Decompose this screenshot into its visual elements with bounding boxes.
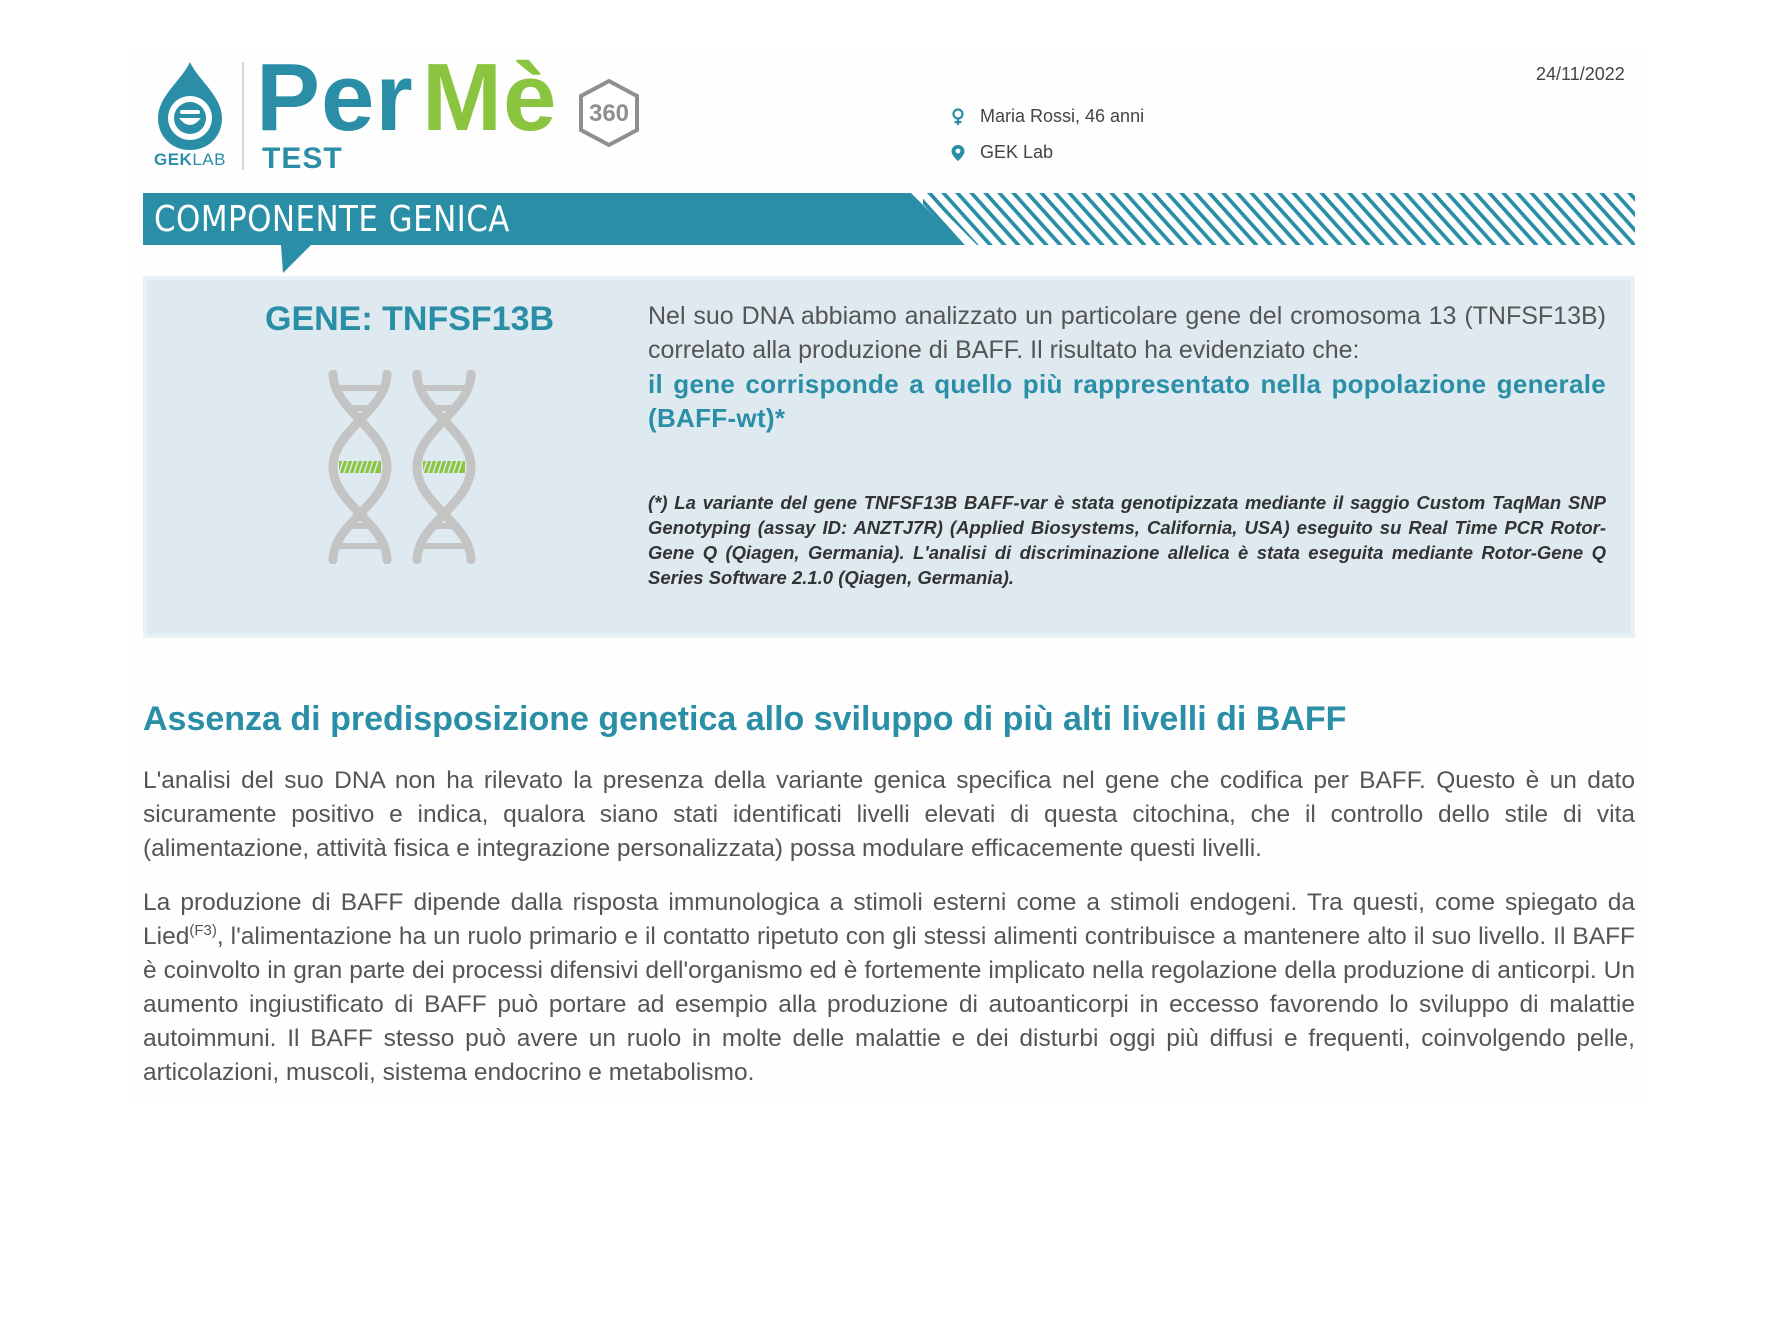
paragraph-2-part-2: , l'alimentazione ha un ruolo primario e il contatto ripetuto con gli stessi alimenti contribuisce a mantenere alto il suo livello. Il BAFF è coinvolto in gran parte dei processi difensivi dell'organismo ed è fortemente implicato nella regolazione della produzione di anticorpi. Un aumento ingiustificato di BAFF può portare ad esempio alla produzione di autoanticorpi in eccesso favorendo lo sviluppo di malattie autoimmuni. Il BAFF stesso può avere un ruolo in molte delle malattie e dei disturbi oggi più diffusi e frequenti, coinvolgendo pelle, articolazioni, muscoli, sistema endocrino e metabolismo.	[143, 923, 1635, 1086]
gene-result: il gene corrisponde a quello più rappresentato nella popolazione generale (BAFF-wt)*	[648, 369, 1606, 433]
location-info	[950, 142, 1053, 163]
brand-me: Mè	[422, 44, 558, 151]
dna-icon	[325, 370, 485, 564]
paragraph-2-part-1: La produzione di BAFF dipende dalla risposta immunologica a stimoli esterni come a stimoli endogeni. Tra questi, come spiegato da Lied	[143, 889, 1635, 950]
paragraph-2	[143, 886, 1635, 1090]
location-name: GEK Lab	[980, 142, 1054, 162]
logo-divider	[242, 62, 244, 170]
badge-360	[576, 78, 642, 148]
gene-title: GENE: TNFSF13B	[265, 300, 555, 338]
badge-360-text: 360	[588, 100, 630, 127]
gene-footnote: (*) La variante del gene TNFSF13B BAFF-var è stata genotipizzata mediante il saggio Custom TaqMan SNP Genotyping (assay ID: ANZTJ7R) (Applied Biosystems, California, USA) eseguito su Real Time PCR Rotor-Gene Q (Qiagen, Germania). L'analisi di discriminazione allelica è stata eseguita mediante Rotor-Gene Q Series Software 2.1.0 (Qiagen, Germania).	[648, 492, 1606, 588]
patient-info	[950, 106, 1144, 127]
brand-test: TEST	[262, 142, 343, 175]
paragraph-1: L'analisi del suo DNA non ha rilevato la presenza della variante genica specifica nel gene che codifica per BAFF. Questo è un dato sicuramente positivo e indica, qualora siano stati identificati livelli elevati di questa citochina, che il controllo dello stile di vita (alimentazione, attività fisica e integrazione personalizzata) possa modulare efficacemente questi livelli.	[143, 767, 1635, 862]
result-heading: Assenza di predisposizione genetica allo sviluppo di più alti livelli di BAFF	[143, 700, 1347, 738]
citation-f3: (F3)	[189, 922, 217, 939]
patient-name: Maria Rossi, 46 anni	[980, 106, 1145, 126]
gene-description: Nel suo DNA abbiamo analizzato un particolare gene del cromosoma 13 (TNFSF13B) correlato alla produzione di BAFF. Il risultato ha evidenziato che:	[648, 302, 1606, 364]
drop-face-icon	[152, 60, 228, 152]
section-title: COMPONENTE GENICA	[154, 199, 510, 240]
geklab-wordmark: GEKLAB	[154, 150, 226, 169]
brand-per: Per	[256, 44, 414, 151]
report-date: 24/11/2022	[1536, 64, 1625, 84]
map-pin-icon	[950, 144, 966, 162]
female-icon	[950, 108, 966, 126]
